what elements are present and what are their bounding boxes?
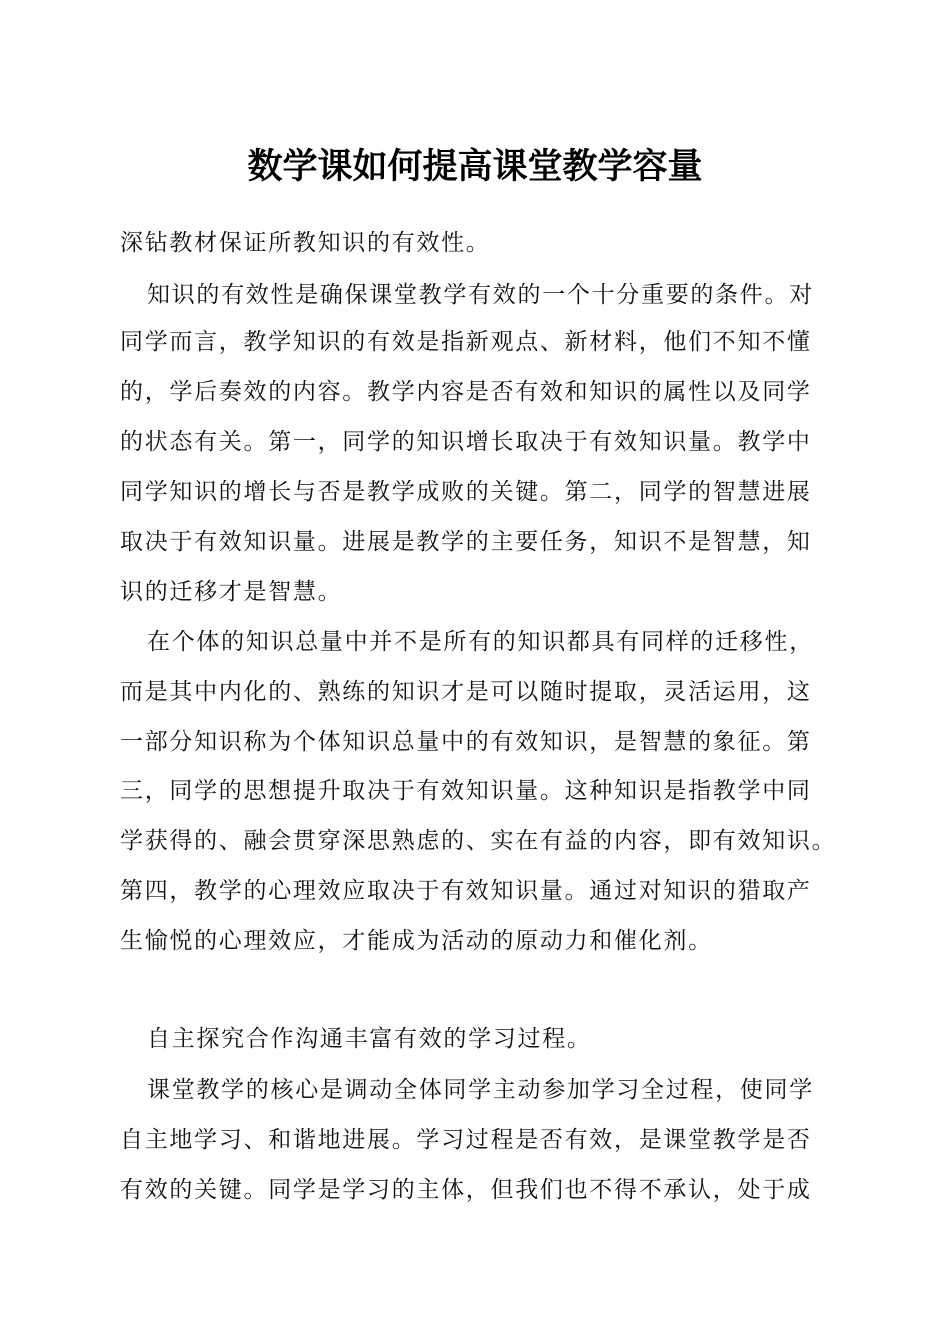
paragraph-line: 知识的有效性是确保课堂教学有效的一个十分重要的条件。对 [147,282,814,308]
paragraph-line: 在个体的知识总量中并不是所有的知识都具有同样的迁移性， [147,629,814,655]
paragraph-line: 而是其中内化的、熟练的知识才是可以随时提取，灵活运用，这 [120,679,812,705]
section-heading: 自主探究合作沟通丰富有效的学习过程。 [147,1026,592,1052]
paragraph-line: 自主地学习、和谐地进展。学习过程是否有效，是课堂教学是否 [120,1127,812,1153]
paragraph-line: 课堂教学的核心是调动全体同学主动参加学习全过程，使同学 [147,1077,814,1103]
paragraph-line: 的，学后奏效的内容。教学内容是否有效和知识的属性以及同学 [120,379,812,405]
paragraph-line: 的状态有关。第一，同学的知识增长取决于有效知识量。教学中 [120,429,812,455]
paragraph-line: 同学知识的增长与否是教学成败的关键。第二，同学的智慧进展 [120,479,812,505]
paragraph-line: 学获得的、融会贯穿深思熟虑的、实在有益的内容，即有效知识。 [120,828,837,854]
paragraph-line: 有效的关键。同学是学习的主体，但我们也不得不承认，处于成 [120,1177,812,1203]
document-title: 数学课如何提高课堂教学容量 [247,146,703,187]
paragraph-line: 一部分知识称为个体知识总量中的有效知识，是智慧的象征。第 [120,729,812,755]
paragraph-line: 生愉悦的心理效应，才能成为活动的原动力和催化剂。 [120,928,713,954]
paragraph-line: 识的迁移才是智慧。 [120,579,343,605]
paragraph-line: 三，同学的思想提升取决于有效知识量。这种知识是指教学中同 [120,778,812,804]
paragraph-line: 深钻教材保证所教知识的有效性。 [120,230,491,256]
paragraph-line: 取决于有效知识量。进展是教学的主要任务，知识不是智慧，知 [120,529,812,555]
paragraph-line: 同学而言，教学知识的有效是指新观点、新材料，他们不知不懂 [120,329,812,355]
paragraph-line: 第四，教学的心理效应取决于有效知识量。通过对知识的猎取产 [120,878,812,904]
